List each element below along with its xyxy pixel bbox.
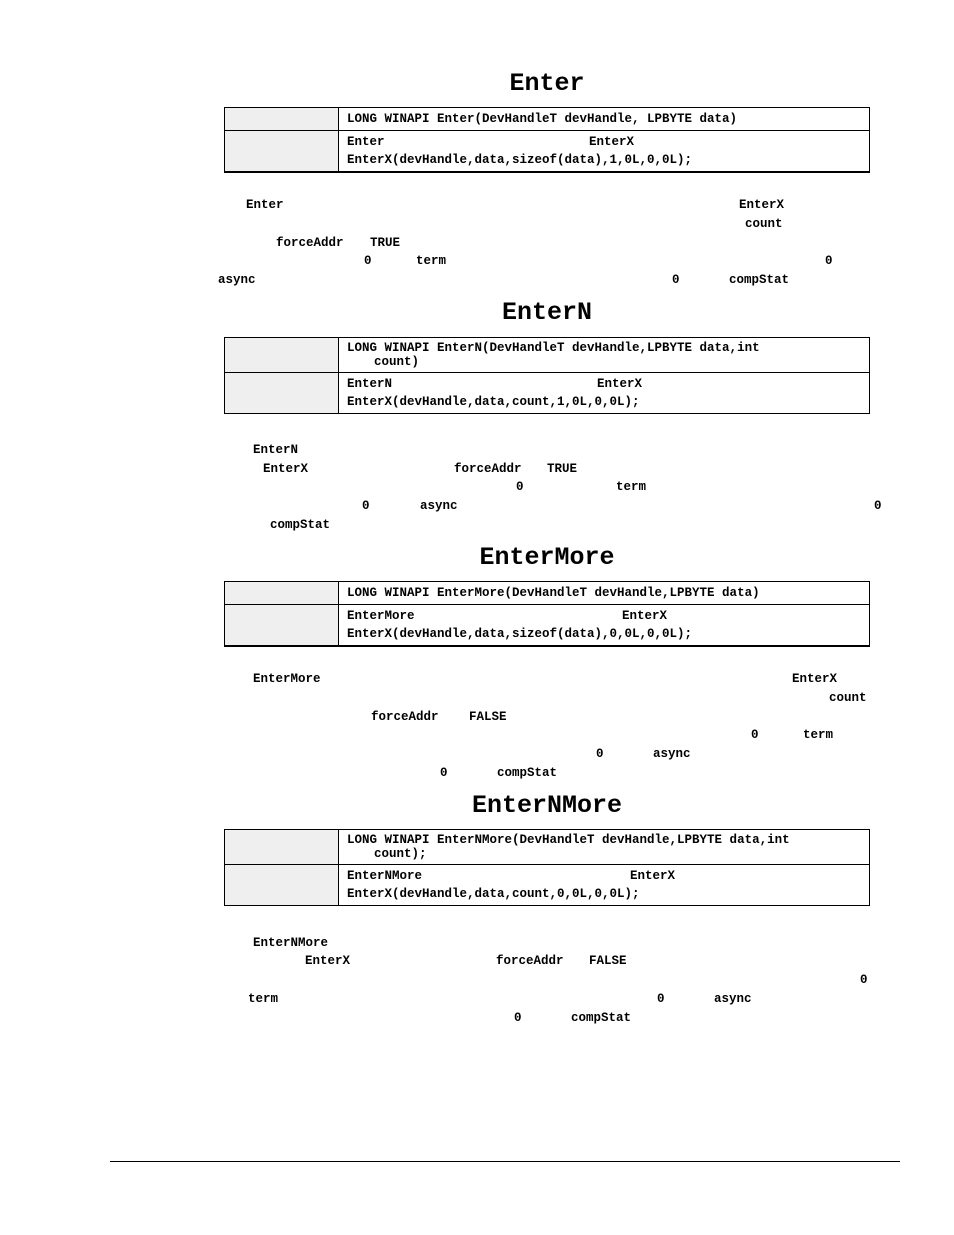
code-token: compStat xyxy=(571,1011,632,1025)
prototype-line-2: count); xyxy=(374,847,427,861)
remarks-cell xyxy=(339,373,870,414)
api-table-entern xyxy=(224,337,870,414)
remarks-cell xyxy=(339,605,870,647)
section-heading-entermore: EnterMore xyxy=(479,543,615,572)
code-token: count xyxy=(829,691,867,705)
code-token: forceAddr xyxy=(454,462,522,476)
prototype-text: LONG WINAPI Enter(DevHandleT devHandle, LPBYTE data) xyxy=(339,108,870,131)
prototype-text xyxy=(339,830,870,865)
code-token: compStat xyxy=(270,518,331,532)
prototype-label-cell xyxy=(225,338,339,373)
code-token: FALSE xyxy=(469,710,507,724)
remarks-function-name: EnterN xyxy=(347,377,393,391)
code-token: TRUE xyxy=(370,236,401,250)
code-token: 0 xyxy=(672,273,680,287)
prototype-label-cell xyxy=(225,108,339,131)
remarks-code: EnterX(devHandle,data,count,1,0L,0,0L); xyxy=(347,395,640,409)
prototype-label-cell xyxy=(225,830,339,865)
code-token: term xyxy=(248,992,279,1006)
remarks-reference: EnterX xyxy=(622,609,668,623)
code-token: EnterN xyxy=(253,443,299,457)
code-token: 0 xyxy=(514,1011,522,1025)
code-token: async xyxy=(653,747,691,761)
prototype-line-1: LONG WINAPI EnterNMore(DevHandleT devHandle,LPBYTE data,int xyxy=(347,833,790,847)
code-token: async xyxy=(420,499,458,513)
code-token: 0 xyxy=(657,992,665,1006)
code-token: 0 xyxy=(362,499,370,513)
remarks-function-name: EnterMore xyxy=(347,609,415,623)
code-token: FALSE xyxy=(589,954,627,968)
code-token: 0 xyxy=(440,766,448,780)
code-token: 0 xyxy=(874,499,882,513)
code-token: term xyxy=(616,480,647,494)
prototype-line-2: count) xyxy=(374,355,420,369)
code-token: EnterX xyxy=(792,672,838,686)
code-token: TRUE xyxy=(547,462,578,476)
prototype-text xyxy=(339,338,870,373)
code-token: term xyxy=(803,728,834,742)
code-token: Enter xyxy=(246,198,284,212)
remarks-reference: EnterX xyxy=(597,377,643,391)
remarks-code: EnterX(devHandle,data,count,0,0L,0,0L); xyxy=(347,887,640,901)
code-token: EnterMore xyxy=(253,672,321,686)
code-token: forceAddr xyxy=(496,954,564,968)
code-token: term xyxy=(416,254,447,268)
remarks-reference: EnterX xyxy=(589,135,635,149)
code-token: compStat xyxy=(729,273,790,287)
footer-rule xyxy=(110,1161,900,1162)
code-token: EnterNMore xyxy=(253,936,329,950)
remarks-label-cell xyxy=(225,373,339,414)
code-token: EnterX xyxy=(739,198,785,212)
code-token: async xyxy=(218,273,256,287)
remarks-label-cell xyxy=(225,605,339,647)
code-token: 0 xyxy=(516,480,524,494)
code-token: async xyxy=(714,992,752,1006)
remarks-cell xyxy=(339,131,870,173)
code-token: forceAddr xyxy=(371,710,439,724)
code-token: 0 xyxy=(860,973,868,987)
code-token: EnterX xyxy=(305,954,351,968)
code-token: compStat xyxy=(497,766,558,780)
remarks-function-name: EnterNMore xyxy=(347,869,423,883)
prototype-line-1: LONG WINAPI EnterN(DevHandleT devHandle,LPBYTE data,int xyxy=(347,341,760,355)
remarks-label-cell xyxy=(225,131,339,173)
code-token: count xyxy=(745,217,783,231)
api-table-entermore xyxy=(224,581,870,647)
api-table-enter xyxy=(224,107,870,173)
section-heading-entern: EnterN xyxy=(501,298,592,327)
remarks-reference: EnterX xyxy=(630,869,676,883)
code-token: forceAddr xyxy=(276,236,344,250)
prototype-label-cell xyxy=(225,582,339,605)
code-token: EnterX xyxy=(263,462,309,476)
remarks-code: EnterX(devHandle,data,sizeof(data),0,0L,0,0L); xyxy=(347,627,693,641)
section-heading-enternmore: EnterNMore xyxy=(471,791,623,820)
remarks-code: EnterX(devHandle,data,sizeof(data),1,0L,0,0L); xyxy=(347,153,693,167)
prototype-text: LONG WINAPI EnterMore(DevHandleT devHandle,LPBYTE data) xyxy=(339,582,870,605)
code-token: 0 xyxy=(364,254,372,268)
code-token: 0 xyxy=(751,728,759,742)
code-token: 0 xyxy=(596,747,604,761)
code-token: 0 xyxy=(825,254,833,268)
remarks-cell xyxy=(339,865,870,906)
remarks-label-cell xyxy=(225,865,339,906)
remarks-function-name: Enter xyxy=(347,135,385,149)
api-table-enternmore xyxy=(224,829,870,906)
section-heading-enter: Enter xyxy=(509,69,585,98)
